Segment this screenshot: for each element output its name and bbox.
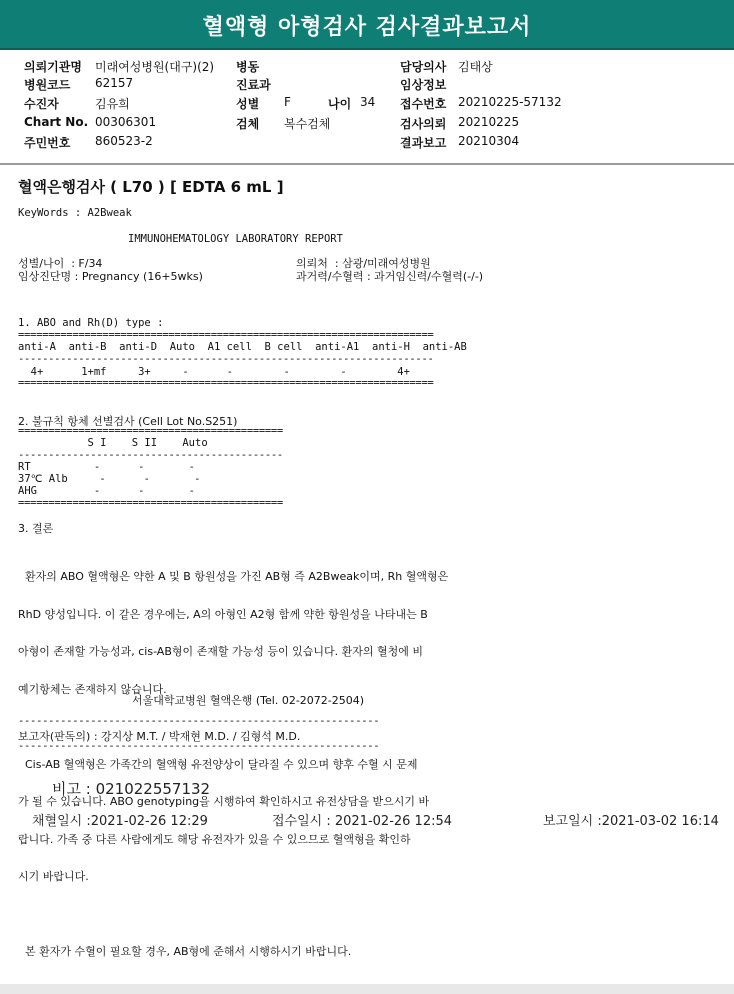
value-hospital-code: 62157 [95, 76, 134, 90]
label-hospital-code: 병원코드 [24, 78, 71, 92]
abo-rh-table-values: 4+ 1+mf 3+ - - - - 4+ [18, 366, 410, 378]
antibody-screen-title: 2. 불규칙 항체 선별검사 (Cell Lot No.S251) [18, 415, 238, 428]
conclusion-line: RhD 양성입니다. 이 같은 경우에는, A의 아형인 A2형 함께 약한 항원성을 나타내는 B [18, 607, 428, 621]
label-test-request: 검사의뢰 [400, 117, 447, 131]
title-bar [0, 0, 734, 50]
label-department: 진료과 [236, 78, 271, 92]
label-patient: 수진자 [24, 97, 59, 111]
value-specimen: 복수검체 [284, 117, 331, 131]
abo-rh-rule-top: ===================================================================== [18, 329, 434, 341]
received-datetime: 접수일시 : 2021-02-26 12:54 [272, 814, 453, 829]
patient-info-header [0, 52, 734, 162]
label-ward: 병동 [236, 60, 260, 74]
reporter: 보고자(판독의) : 강지상 M.T. / 박재현 M.D. / 김형석 M.D. [18, 730, 301, 743]
conclusion-line: 가 될 수 있습니다. ABO genotyping을 시행하여 확인하시고 유전상담을 받으시기 바 [18, 795, 430, 808]
conclusion-line: 환자의 ABO 혈액형은 약한 A 및 B 항원성을 가진 AB형 즉 A2Bweak이며, Rh 혈액형은 [18, 570, 449, 583]
antibody-row-37c: 37℃ Alb - - - [18, 473, 201, 485]
sex-age: 성별/나이 : F/34 [18, 257, 103, 270]
abo-rh-rule-mid: --------------------------------------------------------------------- [18, 353, 434, 365]
keywords: KeyWords : A2Bweak [18, 207, 132, 219]
antibody-rule-mid: -------------------------------------------- [18, 449, 283, 461]
antibody-row-ahg: AHG - - - [18, 485, 196, 497]
antibody-rule-top: ============================================ [18, 425, 283, 437]
conclusion-line: 예기항체는 존재하지 않습니다. [18, 682, 167, 696]
conclusion-line: 본 환자가 수혈이 필요할 경우, AB형에 준해서 시행하시기 바랍니다. [18, 945, 352, 958]
conclusion-line: 시기 바랍니다. [18, 870, 89, 883]
conclusion-line: Cis-AB 혈액형은 가족간의 혈액형 유전양상이 달라질 수 있으며 향후 수혈 시 문제 [18, 757, 418, 771]
value-result-report: 20210304 [458, 134, 520, 148]
lab-report-title: IMMUNOHEMATOLOGY LABORATORY REPORT [128, 233, 343, 245]
antibody-table-header: S I S II Auto [18, 437, 208, 449]
label-requesting-org: 의뢰기관명 [24, 60, 82, 74]
value-accession-no: 20210225-57132 [458, 95, 562, 109]
header-divider [0, 163, 734, 165]
label-accession-no: 접수번호 [400, 97, 447, 111]
abo-rh-rule-bottom: ===================================================================== [18, 377, 434, 389]
label-resident-no: 주민번호 [24, 136, 71, 150]
value-requesting-org: 미래여성병원(대구)(2) [95, 60, 215, 74]
bottom-bar [0, 984, 734, 994]
report-title: 혈액형 아형검사 검사결과보고서 [202, 15, 532, 40]
label-physician: 담당의사 [400, 60, 447, 74]
hospital-contact: 서울대학교병원 혈액은행 (Tel. 02-2072-2504) [132, 694, 365, 707]
label-clinical-info: 임상정보 [400, 78, 447, 92]
section-title: 혈액은행검사 ( L70 ) [ EDTA 6 mL ] [18, 178, 284, 196]
value-chart-no: 00306301 [95, 115, 157, 129]
collection-datetime: 채혈일시 :2021-02-26 12:29 [32, 814, 208, 829]
antibody-row-rt: RT - - - [18, 461, 196, 473]
signature-rule-top: ------------------------------------------------------------ [18, 715, 380, 727]
antibody-rule-bottom: ============================================ [18, 497, 283, 509]
label-specimen: 검체 [236, 117, 260, 131]
value-resident-no: 860523-2 [95, 134, 153, 148]
label-chart-no: Chart No. [24, 115, 89, 129]
value-test-request: 20210225 [458, 115, 520, 129]
value-sex: F [284, 95, 291, 109]
requester: 의뢰처 : 삼광/미래여성병원 [296, 257, 431, 270]
remark [52, 778, 210, 799]
clinical-diagnosis: 임상진단명 : Pregnancy (16+5wks) [18, 270, 203, 283]
reported-datetime: 보고일시 :2021-03-02 16:14 [543, 814, 719, 829]
signature-rule-bottom: ------------------------------------------------------------ [18, 740, 380, 752]
remark-value: 021022557132 [95, 780, 211, 798]
label-sex: 성별 [236, 97, 260, 111]
conclusion-title: 3. 결론 [18, 522, 54, 535]
value-physician: 김태상 [458, 60, 493, 74]
conclusion-line: 아형이 존재할 가능성과, cis-AB형이 존재할 가능성 등이 있습니다. 환자의 혈청에 비 [18, 645, 423, 658]
label-result-report: 결과보고 [400, 136, 447, 150]
remark-label: 비고 : [52, 780, 96, 798]
conclusion-text [18, 546, 448, 971]
abo-rh-title: 1. ABO and Rh(D) type : [18, 317, 164, 329]
value-patient: 김유희 [95, 97, 130, 111]
abo-rh-table-header: anti-A anti-B anti-D Auto A1 cell B cell anti-A1 anti-H anti-AB [18, 341, 467, 353]
conclusion-line [18, 909, 448, 922]
transfusion-history: 과거력/수혈력 : 과거임신력/수혈력(-/-) [296, 270, 484, 283]
value-age: 34 [360, 95, 376, 109]
conclusion-line: 랍니다. 가족 중 다른 사람에게도 해당 유전자가 있을 수 있으므로 혈액형을 확인하 [18, 832, 411, 846]
label-age: 나이 [328, 97, 352, 111]
